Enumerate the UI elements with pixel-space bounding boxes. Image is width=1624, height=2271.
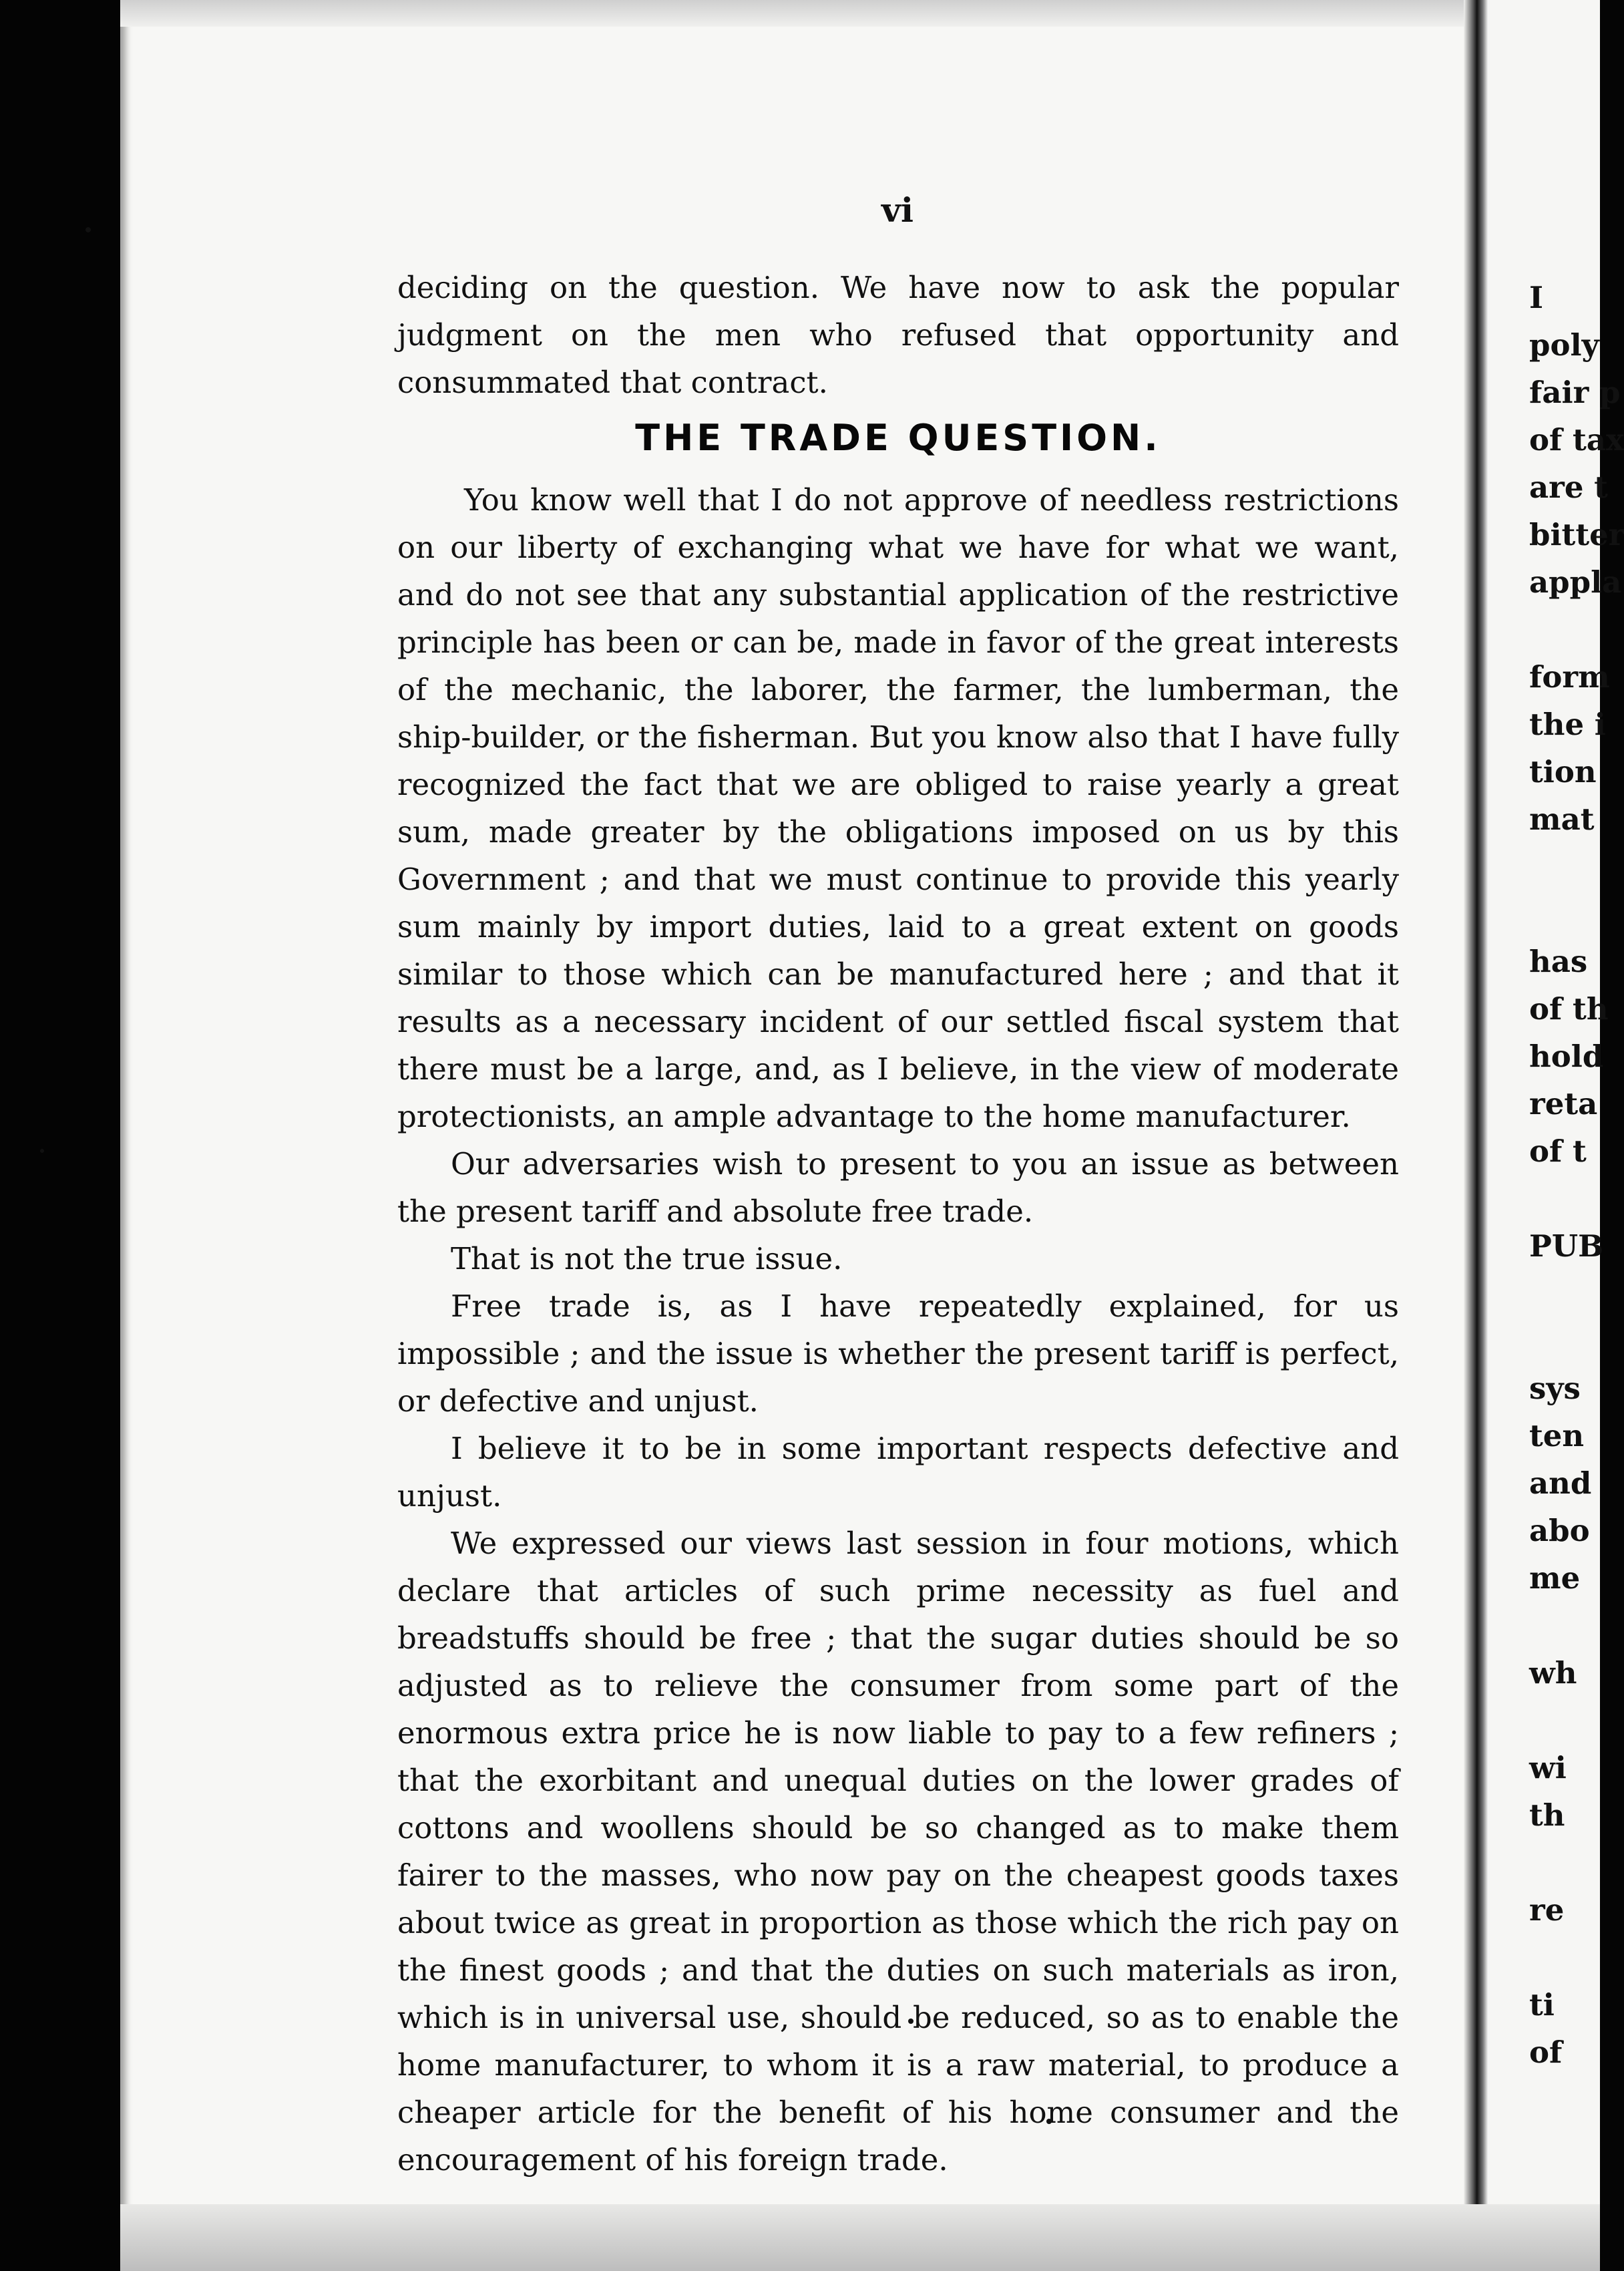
facing-page-fragment: I — [1529, 280, 1544, 315]
facing-page-fragment: abo — [1529, 1513, 1590, 1548]
facing-page-fragment — [1529, 1270, 1609, 1317]
facing-page-text — [1529, 274, 1624, 2076]
scan-left-margin — [0, 0, 120, 2271]
ink-speck — [40, 1149, 44, 1153]
ink-speck — [85, 227, 91, 232]
facing-page-fragment: wi — [1529, 1750, 1567, 1785]
intro-paragraph: deciding on the question. We have now to ask the popular judgment on the men who refused that opportunity and consummated that contract. — [397, 270, 1399, 400]
facing-page-fragment: reta — [1529, 1086, 1598, 1121]
facing-page-fragment — [1529, 1602, 1609, 1649]
facing-page-fragment: of tax — [1529, 422, 1624, 458]
facing-page-fragment: hold — [1529, 1039, 1604, 1074]
facing-page-fragment: wh — [1529, 1655, 1577, 1691]
paragraph-3: That is not the true issue. — [451, 1241, 843, 1276]
facing-page-fragment — [1529, 606, 1609, 653]
page-top-edge — [120, 0, 1600, 27]
facing-page-fragment — [1529, 843, 1609, 890]
paragraph-5: I believe it to be in some important respects defective and unjust. — [397, 1431, 1399, 1514]
facing-page-fragment — [1529, 890, 1609, 938]
facing-page-fragment: PUB — [1529, 1228, 1604, 1264]
paragraph-6: We expressed our views last session in four motions, which declare that articles of such prime necessity as fuel and breadstuffs should be free ; that the sugar duties should be so adjusted as to relieve the consumer from some part of the enormous extra price he is now liable to pay to a few refiners ; that the exorbitant and unequal duties on the lower grades of cottons and woollens should be so changed as to make them fairer to the masses, who now pay on the cheapest goods taxes about twice as great in proportion as those which the rich pay on the finest goods ; and that the duties on such materials as iron, which is in universal use, should be reduced, so as to enable the home manufacturer, to whom it is a raw material, to produce a cheaper article for the benefit of his home consumer and the encouragement of his foreign trade. — [397, 1526, 1399, 2177]
text-column — [397, 264, 1399, 2183]
facing-page-fragment: mat — [1529, 802, 1595, 837]
facing-page-fragment: th — [1529, 1797, 1565, 1833]
page-number: vi — [881, 190, 914, 230]
book-gutter — [1464, 0, 1488, 2271]
facing-page-fragment: re — [1529, 1892, 1565, 1928]
facing-page-fragment: fair p — [1529, 375, 1621, 410]
facing-page-fragment: of — [1529, 2035, 1563, 2070]
facing-page-fragment: sys — [1529, 1371, 1581, 1406]
facing-page-fragment: of th — [1529, 991, 1609, 1027]
facing-page-fragment: poly — [1529, 327, 1599, 363]
facing-page-fragment: bitter — [1529, 517, 1624, 552]
paragraph-2: Our adversaries wish to present to you an issue as between the present tariff and absolute free trade. — [397, 1146, 1399, 1229]
facing-page-fragment: has — [1529, 944, 1588, 979]
facing-page-fragment — [1529, 1839, 1609, 1886]
section-heading: THE TRADE QUESTION. — [635, 417, 1161, 459]
facing-page-fragment — [1529, 1175, 1609, 1222]
facing-page-fragment: ten — [1529, 1418, 1585, 1453]
facing-page-fragment: the i — [1529, 707, 1606, 742]
facing-page-fragment: me — [1529, 1560, 1581, 1596]
facing-page-fragment: are t — [1529, 470, 1608, 505]
page-bottom-edge — [120, 2204, 1600, 2271]
facing-page-fragment — [1529, 1934, 1609, 1981]
paragraph-1: You know well that I do not approve of needless restrictions on our liberty of exchanging what we have for what we want, and do not see that any substantial application of the restrictive principle has been or can be, made in favor of the great interests of the mechanic, the laborer, the farmer, the lumberman, the ship-builder, or the fisherman. But you know also that I have fully recognized the fact that we are obliged to raise yearly a great sum, made greater by the obligations imposed on us by this Government ; and that we must continue to provide this yearly sum mainly by import duties, laid to a great extent on goods similar to those which can be manufactured here ; and that it results as a necessary incident of our settled fiscal system that there must be a large, and, as I believe, in the view of moderate protectionists, an ample advantage to the home manufacturer. — [397, 482, 1399, 1134]
facing-page-fragment: appla — [1529, 564, 1622, 600]
facing-page-fragment: form — [1529, 659, 1610, 695]
facing-page-fragment: and — [1529, 1465, 1592, 1501]
facing-page-fragment: ti — [1529, 1987, 1555, 2023]
facing-page-fragment: of t — [1529, 1133, 1587, 1169]
paragraph-4: Free trade is, as I have repeatedly explained, for us impossible ; and the issue is whether the present tariff is perfect, or defective and unjust. — [397, 1288, 1399, 1419]
facing-page-fragment: tion — [1529, 754, 1597, 790]
facing-page-fragment — [1529, 1317, 1609, 1365]
facing-page-fragment — [1529, 1697, 1609, 1744]
